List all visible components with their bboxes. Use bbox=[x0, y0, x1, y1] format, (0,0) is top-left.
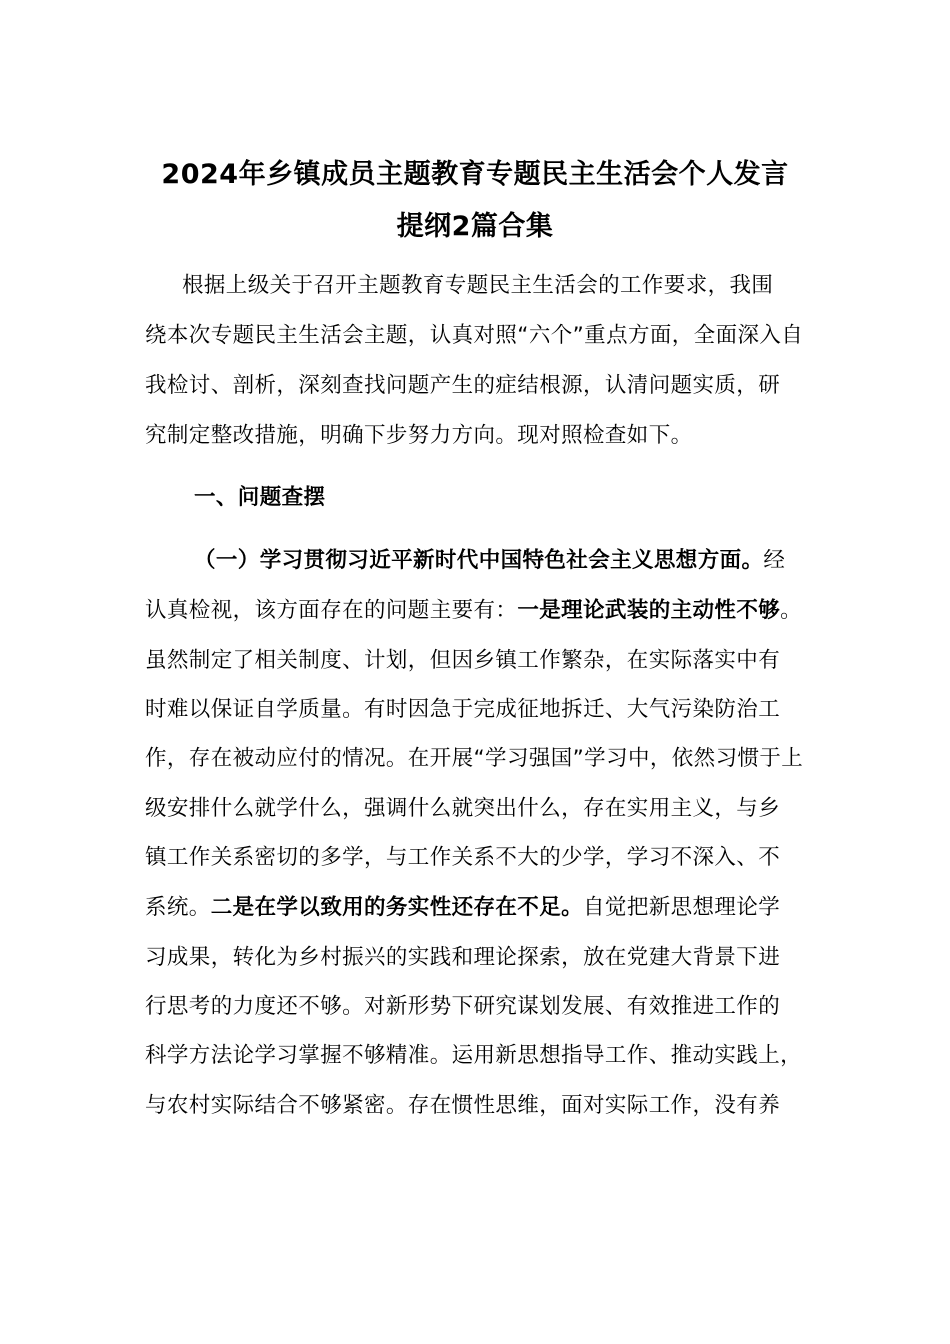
body-line: 作，存在被动应付的情况。在开展“学习强国”学习中，依然习惯于上 bbox=[145, 746, 804, 771]
body-line: 时难以保证自学质量。有时因急于完成征地拆迁、大气污染防治工 bbox=[145, 697, 781, 722]
subsection-heading-tail: 经 bbox=[763, 548, 786, 573]
body-line bbox=[145, 595, 802, 627]
document-title-line-2: 提纲2篇合集 bbox=[396, 211, 554, 242]
body-text: 认真检视，该方面存在的问题主要有： bbox=[145, 598, 518, 623]
body-line: 习成果，转化为乡村振兴的实践和理论探索，放在党建大背景下进 bbox=[145, 945, 781, 970]
body-line: 级安排什么就学什么，强调什么就突出什么，存在实用主义，与乡 bbox=[145, 796, 781, 821]
document-title-line-1: 2024年乡镇成员主题教育专题民主生活会个人发言 bbox=[161, 159, 789, 190]
body-text: 。 bbox=[780, 598, 803, 623]
body-line: 虽然制定了相关制度、计划，但因乡镇工作繁杂，在实际落实中有 bbox=[145, 648, 781, 673]
body-text: 系统。 bbox=[145, 895, 211, 920]
section-heading: 一、问题查摆 bbox=[194, 485, 326, 510]
point-one-heading: 一是理论武装的主动性不够 bbox=[517, 598, 781, 623]
body-line: 科学方法论学习掌握不够精准。运用新思想指导工作、推动实践上， bbox=[145, 1043, 803, 1068]
body-line: 与农村实际结合不够紧密。存在惯性思维，面对实际工作，没有养 bbox=[145, 1093, 781, 1118]
body-line: 行思考的力度还不够。对新形势下研究谋划发展、有效推进工作的 bbox=[145, 994, 781, 1019]
subsection-heading-line bbox=[194, 545, 785, 577]
body-line: 镇工作关系密切的多学，与工作关系不大的少学，学习不深入、不 bbox=[145, 845, 781, 870]
subsection-heading: （一）学习贯彻习近平新时代中国特色社会主义思想方面。 bbox=[194, 548, 764, 573]
body-text: 自觉把新思想理论学 bbox=[583, 895, 781, 920]
point-two-heading: 二是在学以致用的务实性还存在不足。 bbox=[210, 895, 584, 920]
intro-line: 我检讨、剖析，深刻查找问题产生的症结根源，认清问题实质，研 bbox=[145, 373, 781, 398]
intro-line: 究制定整改措施，明确下步努力方向。现对照检查如下。 bbox=[145, 423, 693, 448]
intro-line: 根据上级关于召开主题教育专题民主生活会的工作要求，我围 bbox=[182, 273, 774, 298]
intro-line: 绕本次专题民主生活会主题，认真对照“六个”重点方面，全面深入自 bbox=[145, 323, 804, 348]
body-line bbox=[145, 892, 780, 924]
